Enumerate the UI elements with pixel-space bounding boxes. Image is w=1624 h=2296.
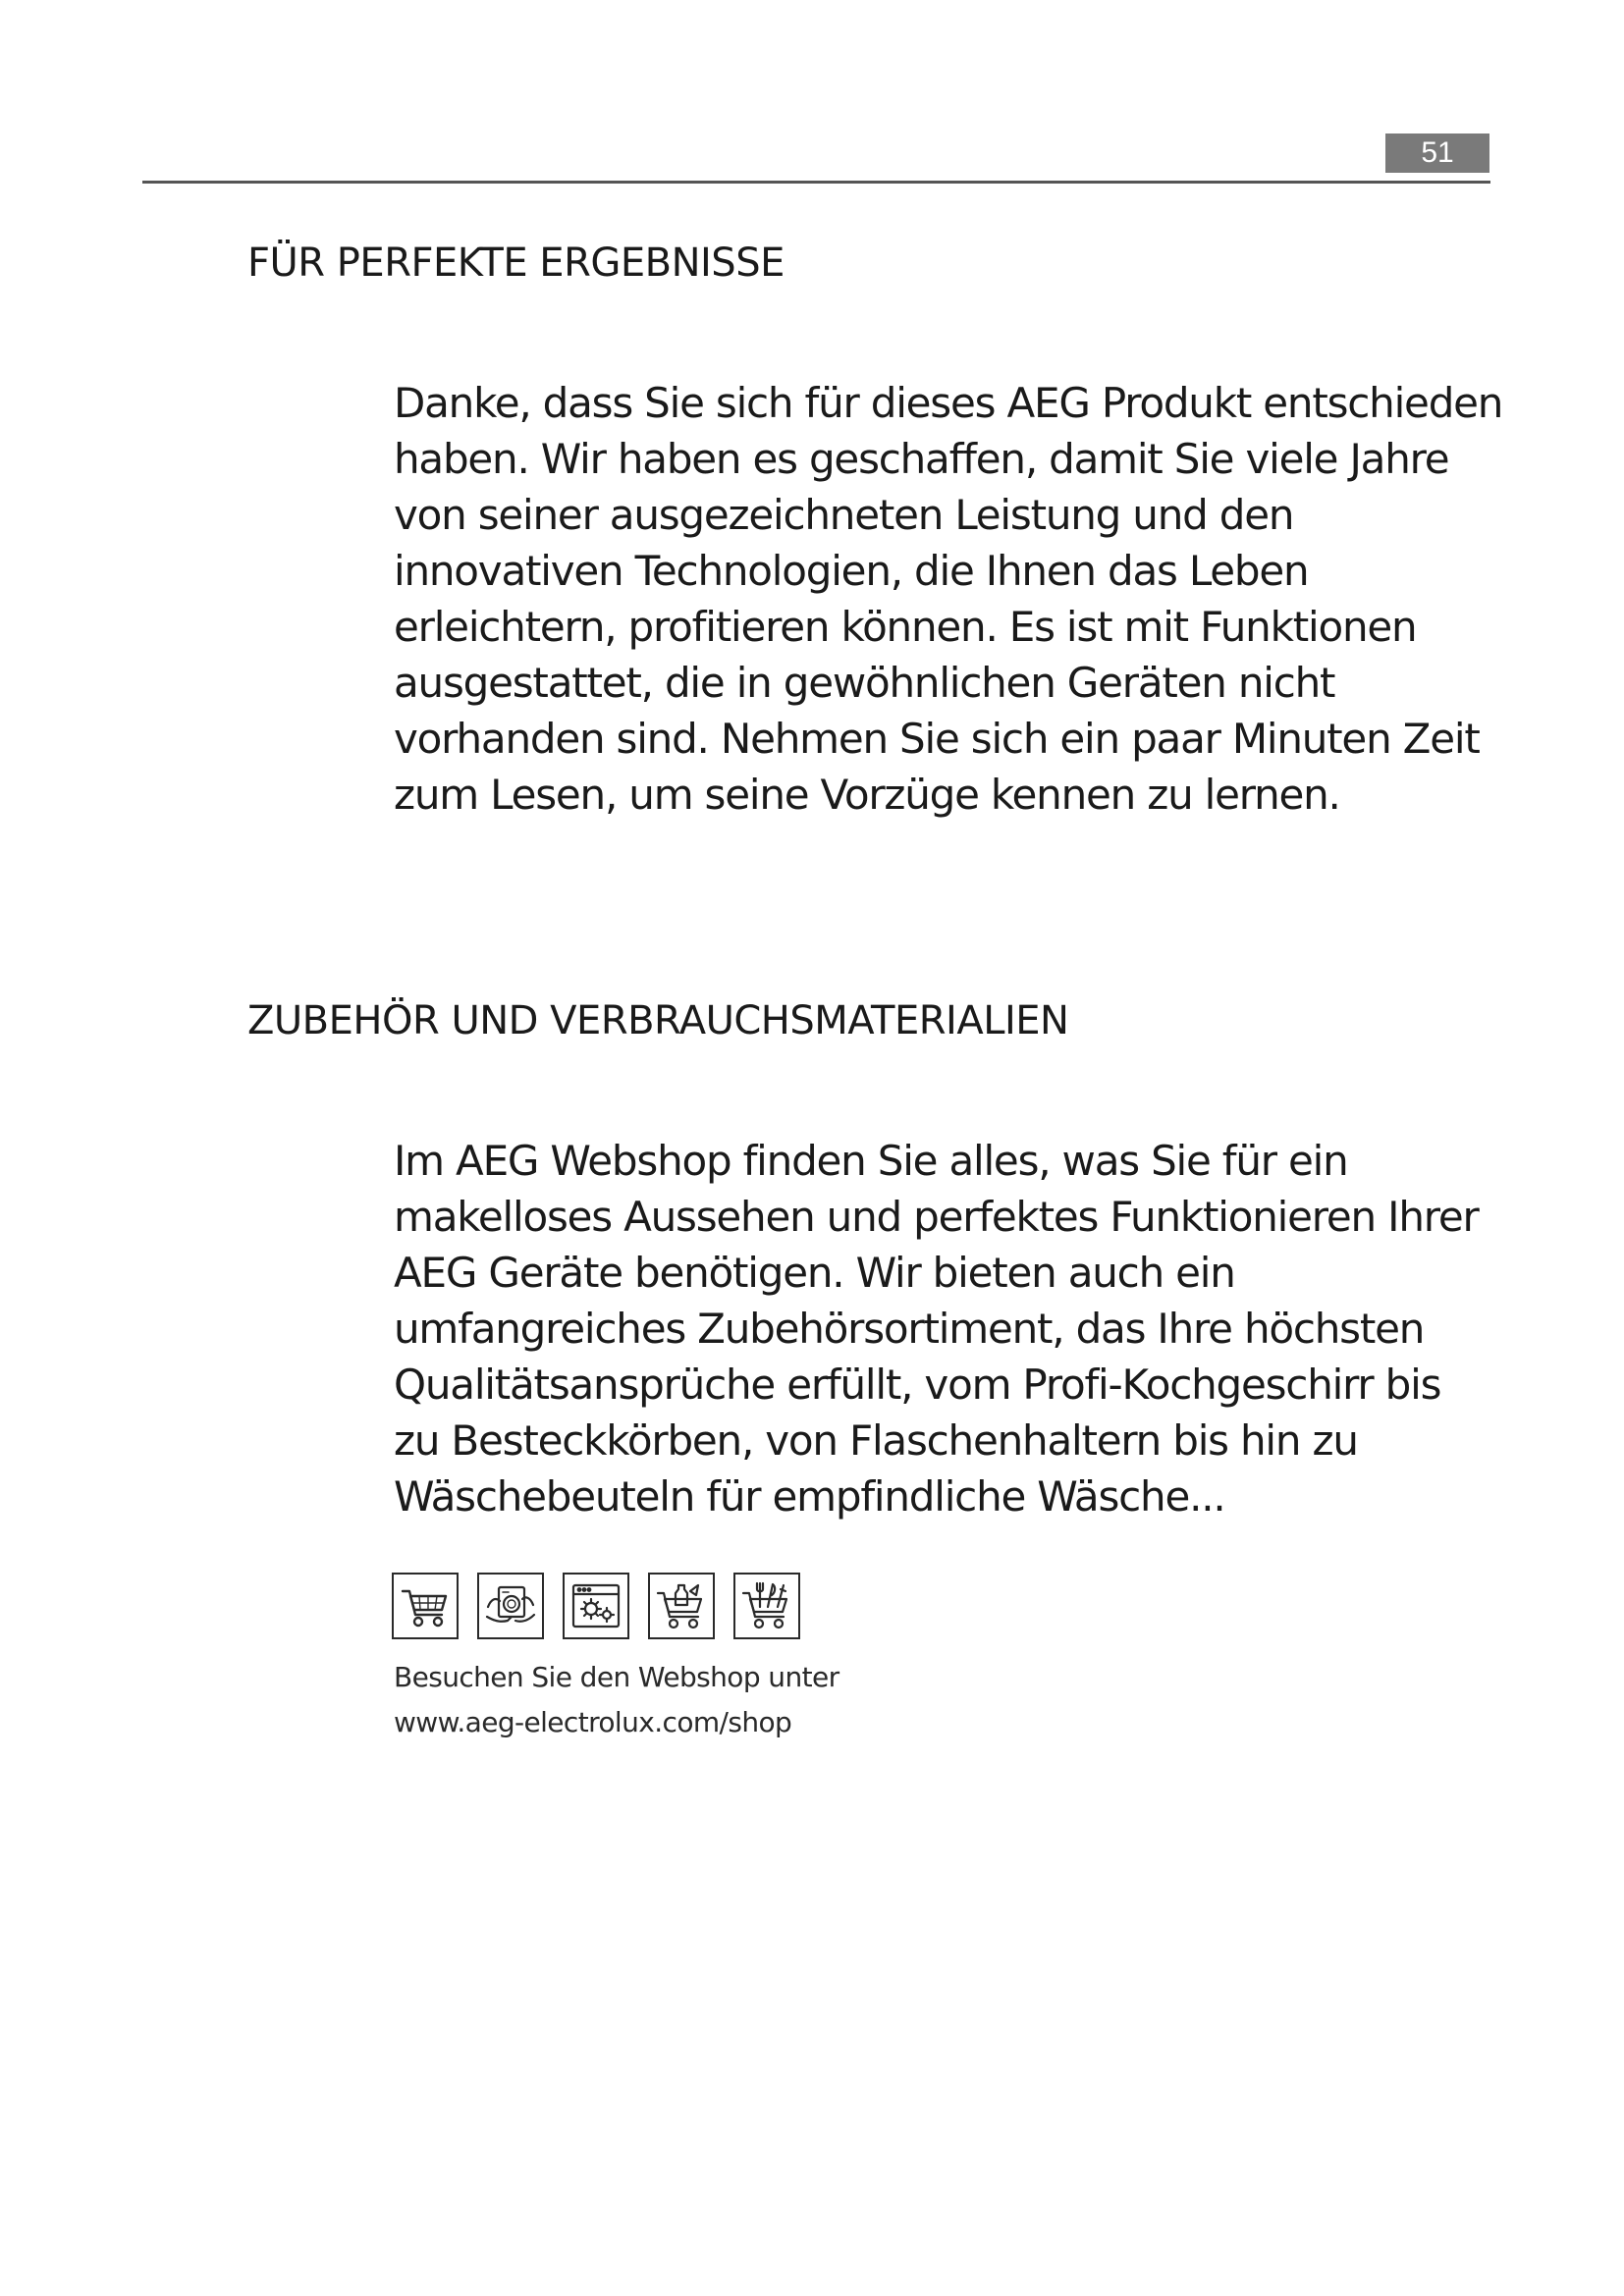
appliance-gear-icon <box>563 1573 629 1639</box>
paragraph-line: vorhanden sind. Nehmen Sie sich ein paar Minuten Zeit <box>394 715 1480 763</box>
webshop-url[interactable]: www.aeg-electrolux.com/shop <box>394 1706 792 1738</box>
paragraph-line: makelloses Aussehen und perfektes Funktionieren Ihrer <box>394 1193 1479 1241</box>
paragraph-line: Wäschebeuteln für empfindliche Wäsche... <box>394 1472 1225 1521</box>
paragraph-thanks <box>394 375 1503 823</box>
paragraph-webshop <box>394 1133 1503 1524</box>
paragraph-line: innovativen Technologien, die Ihnen das Leben <box>394 547 1309 595</box>
paragraph-line: Qualitätsansprüche erfüllt, vom Profi-Kochgeschirr bis <box>394 1361 1441 1409</box>
paragraph-line: Danke, dass Sie sich für dieses AEG Produkt entschieden <box>394 379 1503 427</box>
header-rule <box>142 181 1490 184</box>
paragraph-line: haben. Wir haben es geschaffen, damit Sie viele Jahre <box>394 435 1449 483</box>
paragraph-line: von seiner ausgezeichneten Leistung und den <box>394 491 1294 539</box>
paragraph-line: zum Lesen, um seine Vorzüge kennen zu lernen. <box>394 771 1340 819</box>
webshop-icon-row <box>392 1573 800 1643</box>
page-number: 51 <box>1385 133 1489 173</box>
section-title-perfect-results: FÜR PERFEKTE ERGEBNISSE <box>247 240 785 286</box>
paragraph-line: umfangreiches Zubehörsortiment, das Ihre höchsten <box>394 1305 1425 1353</box>
paragraph-line: erleichtern, profitieren können. Es ist mit Funktionen <box>394 603 1417 651</box>
paragraph-line: ausgestattet, die in gewöhnlichen Geräten nicht <box>394 659 1335 707</box>
paragraph-line: Im AEG Webshop finden Sie alles, was Sie für ein <box>394 1137 1348 1185</box>
shopping-cart-icon <box>392 1573 459 1639</box>
paragraph-line: AEG Geräte benötigen. Wir bieten auch ein <box>394 1249 1235 1297</box>
paragraph-line: zu Besteckkörben, von Flaschenhaltern bis hin zu <box>394 1416 1358 1465</box>
webshop-visit-note <box>394 1655 839 1745</box>
cart-with-bottle-icon <box>648 1573 715 1639</box>
cart-with-cutlery-icon <box>733 1573 800 1639</box>
webshop-visit-label: Besuchen Sie den Webshop unter <box>394 1661 839 1693</box>
washing-hands-icon <box>477 1573 544 1639</box>
section-title-accessories: ZUBEHÖR UND VERBRAUCHSMATERIALIEN <box>247 998 1069 1043</box>
